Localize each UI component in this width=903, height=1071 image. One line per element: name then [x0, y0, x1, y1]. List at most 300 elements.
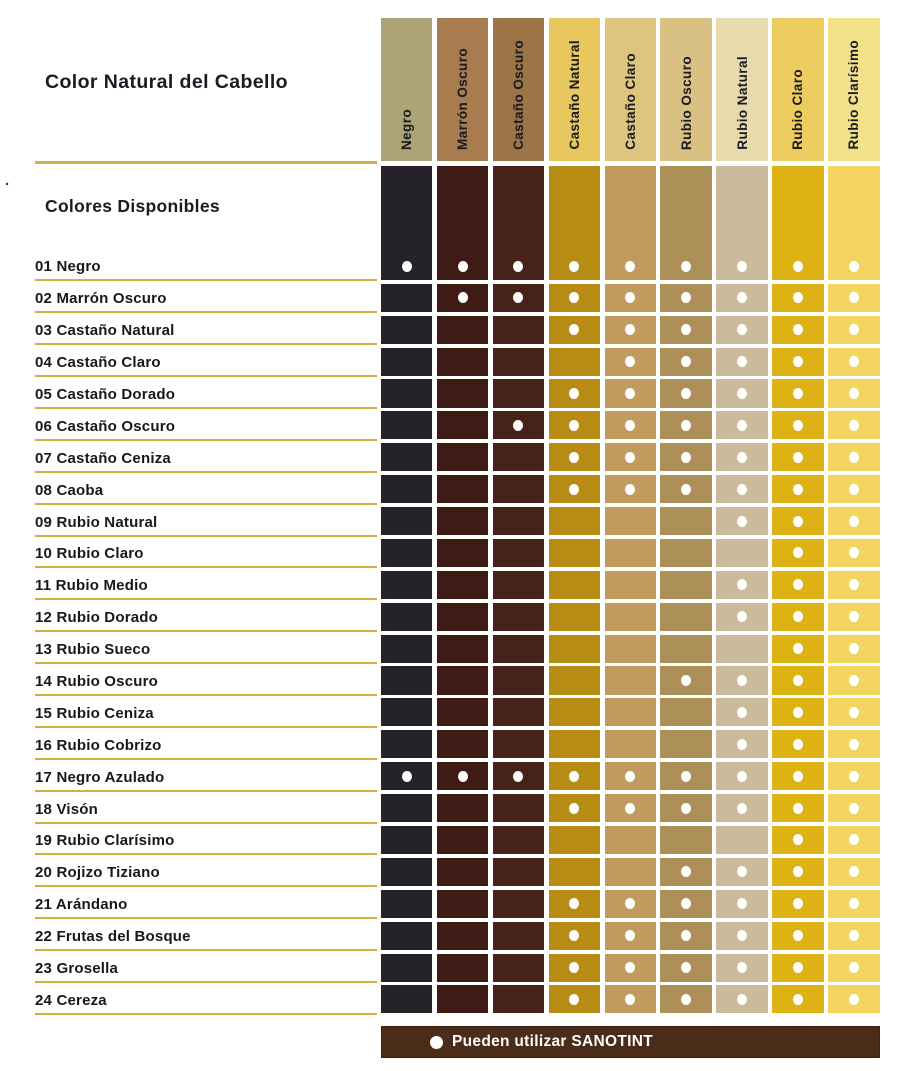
matrix-cell: [493, 698, 544, 726]
matrix-cell: [437, 379, 488, 407]
row-label: [35, 250, 377, 282]
compatibility-dot-icon: [737, 803, 747, 814]
matrix-cell: [549, 954, 600, 982]
matrix-cell: [605, 507, 656, 535]
matrix-cell: [828, 166, 879, 281]
matrix-cell: [828, 698, 879, 726]
row-label-column: [35, 250, 377, 1015]
compatibility-dot-icon: [737, 420, 747, 431]
matrix-cell: [772, 826, 823, 854]
compatibility-dot-icon: [849, 452, 859, 463]
matrix-row: [381, 635, 880, 663]
matrix-cell: [493, 443, 544, 471]
compatibility-dot-icon: [569, 994, 579, 1005]
compatibility-dot-icon: [569, 388, 579, 399]
matrix-cell: [549, 858, 600, 886]
row-label: [35, 887, 377, 919]
matrix-cell: [381, 730, 432, 758]
matrix-cell: [437, 922, 488, 950]
matrix-cell: [549, 507, 600, 535]
matrix-cell: [716, 922, 767, 950]
matrix-cell: [381, 635, 432, 663]
matrix-cell: [437, 411, 488, 439]
matrix-cell: [493, 954, 544, 982]
matrix-row: [381, 954, 880, 982]
matrix-cell: [493, 507, 544, 535]
compatibility-dot-icon: [513, 771, 523, 782]
compatibility-dot-icon: [849, 292, 859, 303]
matrix-row: [381, 411, 880, 439]
matrix-cell: [549, 166, 600, 281]
compatibility-dot-icon: [569, 261, 579, 272]
matrix-cell: [660, 348, 711, 376]
matrix-cell: [605, 954, 656, 982]
row-label: [35, 313, 377, 345]
compatibility-dot-icon: [793, 803, 803, 814]
matrix-cell: [605, 826, 656, 854]
matrix-cell: [828, 666, 879, 694]
matrix-cell: [549, 890, 600, 918]
matrix-cell: [605, 922, 656, 950]
matrix-row: [381, 666, 880, 694]
row-label: [35, 537, 377, 569]
matrix-row: [381, 507, 880, 535]
compatibility-dot-icon: [681, 803, 691, 814]
compatibility-dot-icon: [849, 261, 859, 272]
matrix-cell: [493, 316, 544, 344]
row-label-text: 18 Visón: [35, 800, 99, 818]
matrix-cell: [605, 443, 656, 471]
compatibility-dot-icon: [625, 420, 635, 431]
compatibility-dot-icon: [737, 388, 747, 399]
matrix-cell: [716, 794, 767, 822]
compatibility-dot-icon: [681, 675, 691, 686]
matrix-row: [381, 730, 880, 758]
matrix-cell: [716, 603, 767, 631]
matrix-cell: [716, 348, 767, 376]
matrix-cell: [605, 411, 656, 439]
matrix-cell: [437, 794, 488, 822]
matrix-cell: [828, 316, 879, 344]
compatibility-dot-icon: [849, 707, 859, 718]
matrix-cell: [828, 411, 879, 439]
matrix-row: [381, 166, 880, 281]
matrix-cell: [549, 635, 600, 663]
matrix-row: [381, 922, 880, 950]
compatibility-dot-icon: [793, 452, 803, 463]
compatibility-dot-icon: [569, 930, 579, 941]
compatibility-dot-icon: [737, 516, 747, 527]
matrix-cell: [493, 890, 544, 918]
matrix-cell: [605, 858, 656, 886]
row-label-text: 06 Castaño Oscuro: [35, 417, 176, 435]
matrix-cell: [549, 411, 600, 439]
matrix-row: [381, 762, 880, 790]
matrix-cell: [493, 858, 544, 886]
matrix-cell: [381, 475, 432, 503]
matrix-cell: [437, 985, 488, 1013]
matrix-cell: [493, 730, 544, 758]
compatibility-dot-icon: [625, 803, 635, 814]
stray-mark: .: [5, 172, 10, 189]
matrix-cell: [605, 635, 656, 663]
page-title: Color Natural del Cabello: [45, 71, 288, 93]
compatibility-dot-icon: [737, 707, 747, 718]
matrix-cell: [437, 826, 488, 854]
row-label-text: 12 Rubio Dorado: [35, 609, 159, 627]
compatibility-dot-icon: [849, 356, 859, 367]
compatibility-dot-icon: [681, 356, 691, 367]
compatibility-dot-icon: [737, 675, 747, 686]
row-label: [35, 632, 377, 664]
compatibility-dot-icon: [681, 962, 691, 973]
matrix-cell: [549, 794, 600, 822]
matrix-cell: [437, 507, 488, 535]
matrix-row: [381, 603, 880, 631]
matrix-cell: [660, 443, 711, 471]
matrix-cell: [828, 348, 879, 376]
compatibility-dot-icon: [569, 962, 579, 973]
row-label: [35, 760, 377, 792]
compatibility-dot-icon: [513, 261, 523, 272]
compatibility-dot-icon: [849, 420, 859, 431]
matrix-cell: [828, 730, 879, 758]
row-label-text: 14 Rubio Oscuro: [35, 672, 159, 690]
compatibility-dot-icon: [625, 771, 635, 782]
matrix-cell: [716, 166, 767, 281]
matrix-cell: [437, 666, 488, 694]
matrix-cell: [828, 794, 879, 822]
section-heading: Colores Disponibles: [45, 196, 220, 216]
compatibility-dot-icon: [681, 261, 691, 272]
matrix-cell: [716, 635, 767, 663]
row-label-text: 22 Frutas del Bosque: [35, 928, 191, 946]
matrix-cell: [493, 166, 544, 281]
matrix-cell: [772, 666, 823, 694]
matrix-cell: [605, 166, 656, 281]
row-label-text: 03 Castaño Natural: [35, 322, 175, 340]
compatibility-dot-icon: [849, 898, 859, 909]
compatibility-dot-icon: [681, 388, 691, 399]
matrix-cell: [716, 507, 767, 535]
compatibility-dot-icon: [625, 261, 635, 272]
column-header-chip: [772, 18, 823, 161]
compatibility-dot-icon: [625, 962, 635, 973]
matrix-cell: [716, 571, 767, 599]
matrix-cell: [549, 571, 600, 599]
compatibility-dot-icon: [402, 771, 412, 782]
matrix-cell: [772, 762, 823, 790]
compatibility-dot-icon: [737, 898, 747, 909]
matrix-cell: [549, 539, 600, 567]
matrix-cell: [660, 379, 711, 407]
compatibility-dot-icon: [681, 771, 691, 782]
matrix-cell: [381, 411, 432, 439]
matrix-cell: [716, 890, 767, 918]
column-header-chip: [437, 18, 488, 161]
compatibility-dot-icon: [849, 834, 859, 845]
matrix-cell: [381, 507, 432, 535]
column-header-label: Rubio Claro: [790, 69, 806, 150]
compatibility-dot-icon: [849, 484, 859, 495]
compatibility-dot-icon: [793, 611, 803, 622]
matrix-cell: [828, 475, 879, 503]
row-label: [35, 919, 377, 951]
compatibility-dot-icon: [849, 643, 859, 654]
compatibility-dot-icon: [625, 292, 635, 303]
column-header-label: Rubio Oscuro: [678, 55, 694, 150]
matrix-cell: [437, 348, 488, 376]
matrix-cell: [493, 635, 544, 663]
matrix-cell: [549, 603, 600, 631]
matrix-cell: [381, 571, 432, 599]
matrix-cell: [437, 635, 488, 663]
matrix-cell: [437, 166, 488, 281]
compatibility-dot-icon: [793, 388, 803, 399]
matrix-cell: [437, 698, 488, 726]
matrix-cell: [716, 698, 767, 726]
matrix-cell: [772, 284, 823, 312]
matrix-cell: [772, 954, 823, 982]
matrix-cell: [828, 571, 879, 599]
matrix-cell: [660, 316, 711, 344]
compatibility-dot-icon: [625, 452, 635, 463]
matrix-cell: [381, 858, 432, 886]
compatibility-dot-icon: [625, 324, 635, 335]
matrix-cell: [716, 762, 767, 790]
row-label-text: 07 Castaño Ceniza: [35, 449, 171, 467]
row-label: [35, 345, 377, 377]
matrix-cell: [828, 443, 879, 471]
compatibility-dot-icon: [737, 739, 747, 750]
matrix-cell: [772, 379, 823, 407]
row-label-text: 01 Negro: [35, 258, 101, 276]
matrix-cell: [660, 603, 711, 631]
matrix-cell: [437, 316, 488, 344]
matrix-cell: [493, 284, 544, 312]
matrix-cell: [549, 762, 600, 790]
matrix-cell: [605, 762, 656, 790]
row-label: [35, 568, 377, 600]
matrix-cell: [493, 922, 544, 950]
compatibility-dot-icon: [849, 324, 859, 335]
matrix-cell: [605, 666, 656, 694]
compatibility-dot-icon: [737, 579, 747, 590]
matrix-cell: [437, 890, 488, 918]
row-label-text: 10 Rubio Claro: [35, 545, 144, 563]
matrix-cell: [549, 316, 600, 344]
row-label: [35, 951, 377, 983]
compatibility-dot-icon: [737, 324, 747, 335]
matrix-cell: [772, 794, 823, 822]
compatibility-dot-icon: [793, 675, 803, 686]
matrix-cell: [772, 730, 823, 758]
matrix-cell: [605, 379, 656, 407]
matrix-row: [381, 571, 880, 599]
compatibility-dot-icon: [793, 420, 803, 431]
matrix-cell: [605, 475, 656, 503]
matrix-cell: [549, 284, 600, 312]
matrix-cell: [772, 635, 823, 663]
row-label-text: 19 Rubio Clarísimo: [35, 832, 175, 850]
matrix-cell: [437, 858, 488, 886]
compatibility-dot-icon: [793, 356, 803, 367]
matrix-cell: [660, 475, 711, 503]
matrix-cell: [660, 922, 711, 950]
matrix-cell: [381, 794, 432, 822]
matrix-cell: [381, 348, 432, 376]
matrix-cell: [772, 571, 823, 599]
matrix-cell: [772, 985, 823, 1013]
matrix-cell: [716, 539, 767, 567]
matrix-cell: [381, 922, 432, 950]
compatibility-dot-icon: [793, 643, 803, 654]
compatibility-dot-icon: [849, 739, 859, 750]
compatibility-dot-icon: [569, 803, 579, 814]
row-label: [35, 664, 377, 696]
row-label: [35, 983, 377, 1015]
compatibility-dot-icon: [849, 388, 859, 399]
row-label: [35, 377, 377, 409]
matrix-cell: [549, 443, 600, 471]
matrix-cell: [660, 284, 711, 312]
compatibility-dot-icon: [849, 803, 859, 814]
matrix-cell: [828, 890, 879, 918]
legend-bar: [381, 1026, 880, 1058]
matrix-cell: [493, 666, 544, 694]
matrix-cell: [381, 316, 432, 344]
matrix-cell: [437, 730, 488, 758]
compatibility-dot-icon: [793, 739, 803, 750]
matrix-cell: [716, 284, 767, 312]
compatibility-dot-icon: [681, 324, 691, 335]
column-header-label: Negro: [399, 108, 415, 150]
row-label-text: 15 Rubio Ceniza: [35, 704, 154, 722]
row-label-text: 11 Rubio Medio: [35, 577, 148, 595]
compatibility-dot-icon: [625, 484, 635, 495]
matrix-row: [381, 379, 880, 407]
compatibility-dot-icon: [849, 547, 859, 558]
matrix-cell: [772, 411, 823, 439]
compatibility-dot-icon: [458, 261, 468, 272]
matrix-cell: [549, 348, 600, 376]
compatibility-dot-icon: [737, 771, 747, 782]
matrix-cell: [772, 348, 823, 376]
row-label: [35, 696, 377, 728]
compatibility-dot-icon: [681, 292, 691, 303]
matrix-cell: [381, 379, 432, 407]
row-label-text: 04 Castaño Claro: [35, 354, 161, 372]
matrix-cell: [716, 858, 767, 886]
row-label-text: 08 Caoba: [35, 481, 104, 499]
matrix-cell: [437, 954, 488, 982]
matrix-cell: [828, 539, 879, 567]
matrix-row: [381, 475, 880, 503]
matrix-cell: [381, 666, 432, 694]
compatibility-dot-icon: [793, 898, 803, 909]
matrix-cell: [605, 603, 656, 631]
row-label: [35, 600, 377, 632]
matrix-cell: [549, 922, 600, 950]
compatibility-dot-icon: [569, 771, 579, 782]
matrix-cell: [660, 635, 711, 663]
compatibility-dot-icon: [569, 292, 579, 303]
matrix-cell: [716, 443, 767, 471]
matrix-cell: [549, 730, 600, 758]
row-label-text: 23 Grosella: [35, 959, 119, 977]
compatibility-dot-icon: [793, 484, 803, 495]
matrix-cell: [605, 284, 656, 312]
matrix-cell: [381, 166, 432, 281]
row-label: [35, 855, 377, 887]
row-label: [35, 409, 377, 441]
matrix-cell: [437, 539, 488, 567]
matrix-cell: [660, 985, 711, 1013]
column-header-label: Castaño Claro: [622, 53, 638, 150]
compatibility-dot-icon: [849, 962, 859, 973]
compatibility-dot-icon: [849, 516, 859, 527]
matrix-cell: [549, 379, 600, 407]
matrix-cell: [493, 985, 544, 1013]
matrix-cell: [660, 698, 711, 726]
matrix-cell: [605, 730, 656, 758]
column-header-label: Rubio Natural: [734, 56, 750, 150]
matrix-cell: [605, 794, 656, 822]
compatibility-dot-icon: [737, 611, 747, 622]
compatibility-dot-icon: [458, 292, 468, 303]
matrix-cell: [381, 443, 432, 471]
matrix-cell: [381, 603, 432, 631]
matrix-cell: [828, 922, 879, 950]
matrix-cell: [493, 348, 544, 376]
matrix-cell: [549, 475, 600, 503]
matrix-cell: [605, 348, 656, 376]
compatibility-dot-icon: [625, 994, 635, 1005]
matrix-cell: [828, 635, 879, 663]
matrix-row: [381, 985, 880, 1013]
matrix-cell: [772, 890, 823, 918]
compatibility-dot-icon: [569, 452, 579, 463]
matrix-cell: [381, 762, 432, 790]
matrix-cell: [828, 284, 879, 312]
dot-matrix: [381, 166, 880, 1018]
matrix-cell: [549, 985, 600, 1013]
matrix-cell: [381, 284, 432, 312]
compatibility-dot-icon: [737, 261, 747, 272]
compatibility-dot-icon: [569, 324, 579, 335]
matrix-cell: [660, 954, 711, 982]
matrix-cell: [716, 954, 767, 982]
compatibility-dot-icon: [569, 898, 579, 909]
matrix-cell: [381, 985, 432, 1013]
matrix-row: [381, 826, 880, 854]
matrix-cell: [660, 571, 711, 599]
matrix-cell: [772, 443, 823, 471]
compatibility-dot-icon: [849, 579, 859, 590]
matrix-cell: [605, 985, 656, 1013]
compatibility-dot-icon: [793, 834, 803, 845]
column-header-chip: [549, 18, 600, 161]
compatibility-dot-icon: [793, 547, 803, 558]
matrix-cell: [772, 698, 823, 726]
matrix-row: [381, 539, 880, 567]
matrix-cell: [660, 166, 711, 281]
matrix-row: [381, 443, 880, 471]
matrix-row: [381, 698, 880, 726]
compatibility-dot-icon: [681, 994, 691, 1005]
matrix-cell: [660, 890, 711, 918]
matrix-cell: [716, 475, 767, 503]
